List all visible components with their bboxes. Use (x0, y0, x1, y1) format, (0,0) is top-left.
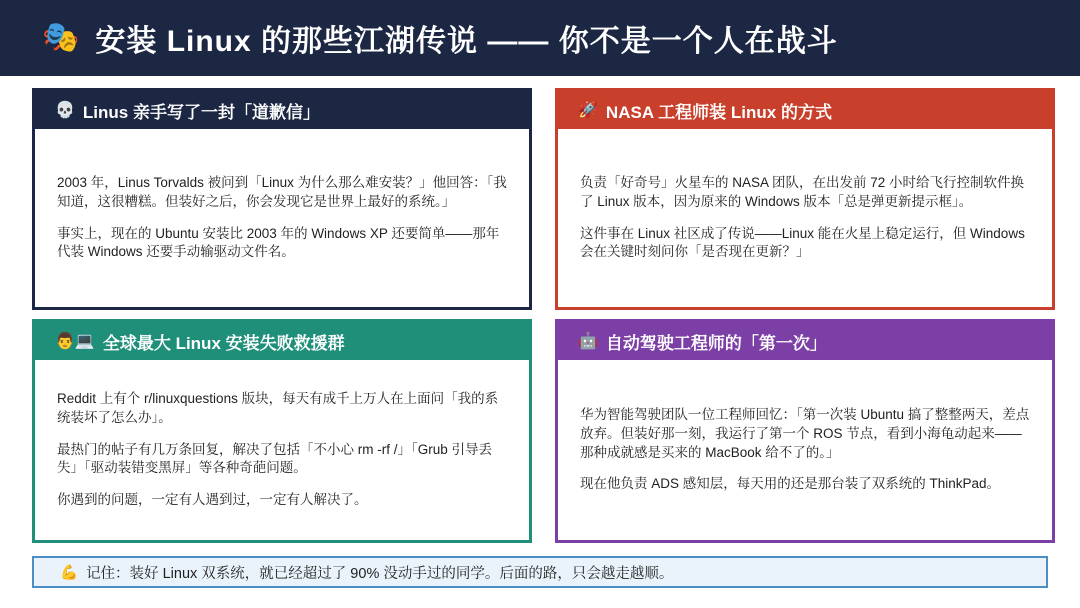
card-autodrive-engineer (555, 319, 1055, 543)
card-paragraph: 负责「好奇号」火星车的 NASA 团队，在出发前 72 小时给飞行控制软件换了 Linux 版本，因为原来的 Windows 版本「总是弹更新提示框」。 (580, 175, 1025, 209)
card-title: Linus 亲手写了一封「道歉信」 (82, 102, 320, 122)
person-laptop-icon: 👨💻 (55, 333, 95, 350)
card-body (558, 129, 1052, 307)
card-linus-apology (32, 88, 532, 310)
card-body (35, 129, 529, 307)
card-title: 全球最大 Linux 安装失败救援群 (102, 333, 345, 353)
card-paragraph: 你遇到的问题，一定有人遇到过，一定有人解决了。 (57, 491, 368, 507)
card-header (35, 91, 529, 129)
slide-header (0, 0, 1080, 76)
card-title: 自动驾驶工程师的「第一次」 (605, 333, 827, 353)
flexed-biceps-icon: 💪 (60, 564, 79, 581)
card-nasa-linux (555, 88, 1055, 310)
card-header (558, 91, 1052, 129)
card-paragraph: 现在他负责 ADS 感知层，每天用的还是那台装了双系统的 ThinkPad。 (580, 476, 1001, 492)
card-paragraph: 2003 年，Linus Torvalds 被问到「Linux 为什么那么难安装？」他回答：「我知道，这很糟糕。但装好之后，你会发现它是世界上最好的系统。」 (57, 175, 507, 209)
card-header (558, 322, 1052, 360)
theater-masks-icon: 🎭 (42, 21, 80, 54)
skull-icon: 💀 (55, 102, 75, 119)
robot-icon: 🤖 (578, 333, 598, 350)
card-header (35, 322, 529, 360)
card-paragraph: 华为智能驾驶团队一位工程师回忆：「第一次装 Ubuntu 搞了整整两天，差点放弃。但装好那一刻，我运行了第一个 ROS 节点，看到小海龟动起来——那种成就感是买来的 MacBook 给不了的。」 (580, 407, 1030, 460)
card-paragraph: Reddit 上有个 r/linuxquestions 版块，每天有成千上万人在上面问「我的系统装坏了怎么办」。 (57, 391, 499, 426)
card-paragraph: 事实上，现在的 Ubuntu 安装比 2003 年的 Windows XP 还要简单——那年代装 Windows 还要手动输驱动文件名。 (57, 225, 500, 260)
card-paragraph: 这件事在 Linux 社区成了传说——Linux 能在火星上稳定运行，但 Windows 会在关键时刻问你「是否现在更新？」 (580, 225, 1025, 260)
rocket-icon: 🚀 (578, 102, 598, 119)
footer-callout (32, 556, 1048, 588)
footer-text: 记住：装好 Linux 双系统，就已经超过了 90% 没动手过的同学。后面的路，只会越走越顺。 (86, 565, 674, 582)
card-title: NASA 工程师装 Linux 的方式 (605, 102, 832, 122)
card-body (35, 360, 529, 540)
card-rescue-group (32, 319, 532, 543)
page-title: 安装 Linux 的那些江湖传说 —— 你不是一个人在战斗 (95, 25, 838, 58)
card-body (558, 360, 1052, 540)
card-paragraph: 最热门的帖子有几万条回复，解决了包括「不小心 rm -rf /」「Grub 引导丢失」「驱动装错变黑屏」等各种奇葩问题。 (57, 441, 492, 476)
